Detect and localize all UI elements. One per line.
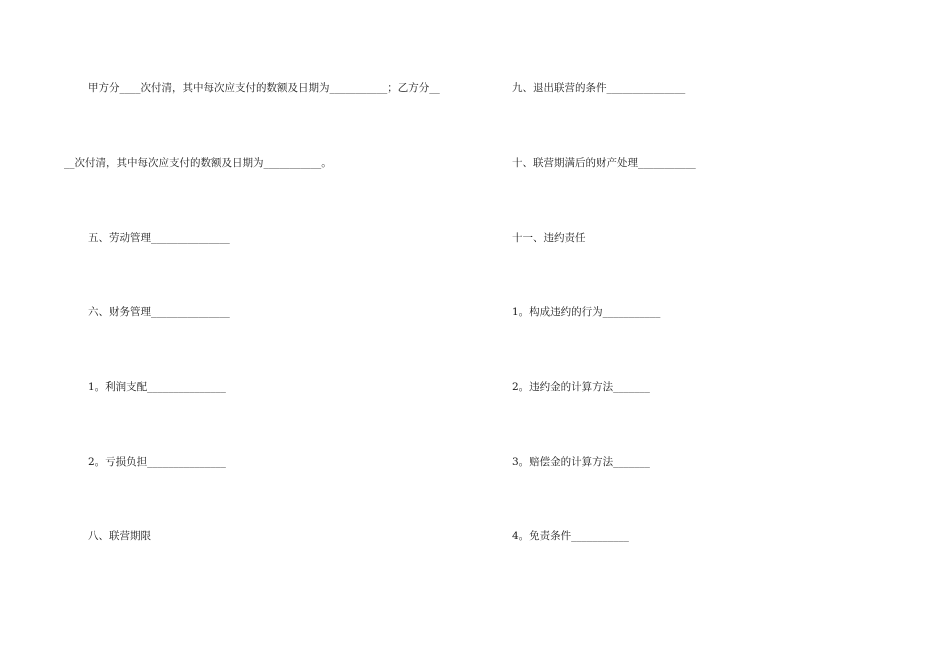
profit-distribution-item: 1。利润支配_______________: [88, 381, 226, 393]
exemption-conditions-item: 4。免责条件___________: [512, 530, 629, 542]
breach-acts-item: 1。构成违约的行为___________: [512, 306, 661, 318]
operation-term-clause: 八、联营期限: [88, 530, 151, 542]
withdrawal-conditions-clause: 九、退出联营的条件_______________: [512, 82, 686, 94]
penalty-calculation-item: 2。违约金的计算方法_______: [512, 381, 650, 393]
loss-bearing-item: 2。亏损负担_______________: [88, 456, 226, 468]
financial-management-clause: 六、财务管理_______________: [88, 306, 230, 318]
breach-liability-heading: 十一、违约责任: [512, 232, 586, 244]
property-after-expiry-clause: 十、联营期满后的财产处理___________: [512, 157, 696, 169]
labor-management-clause: 五、劳动管理_______________: [88, 232, 230, 244]
payment-terms-line-2: __次付清，其中每次应支付的数额及日期为___________。: [64, 157, 332, 169]
payment-terms-line-1: 甲方分____次付清，其中每次应支付的数额及日期为___________；乙方分__: [88, 82, 440, 94]
compensation-calculation-item: 3。赔偿金的计算方法_______: [512, 456, 650, 468]
